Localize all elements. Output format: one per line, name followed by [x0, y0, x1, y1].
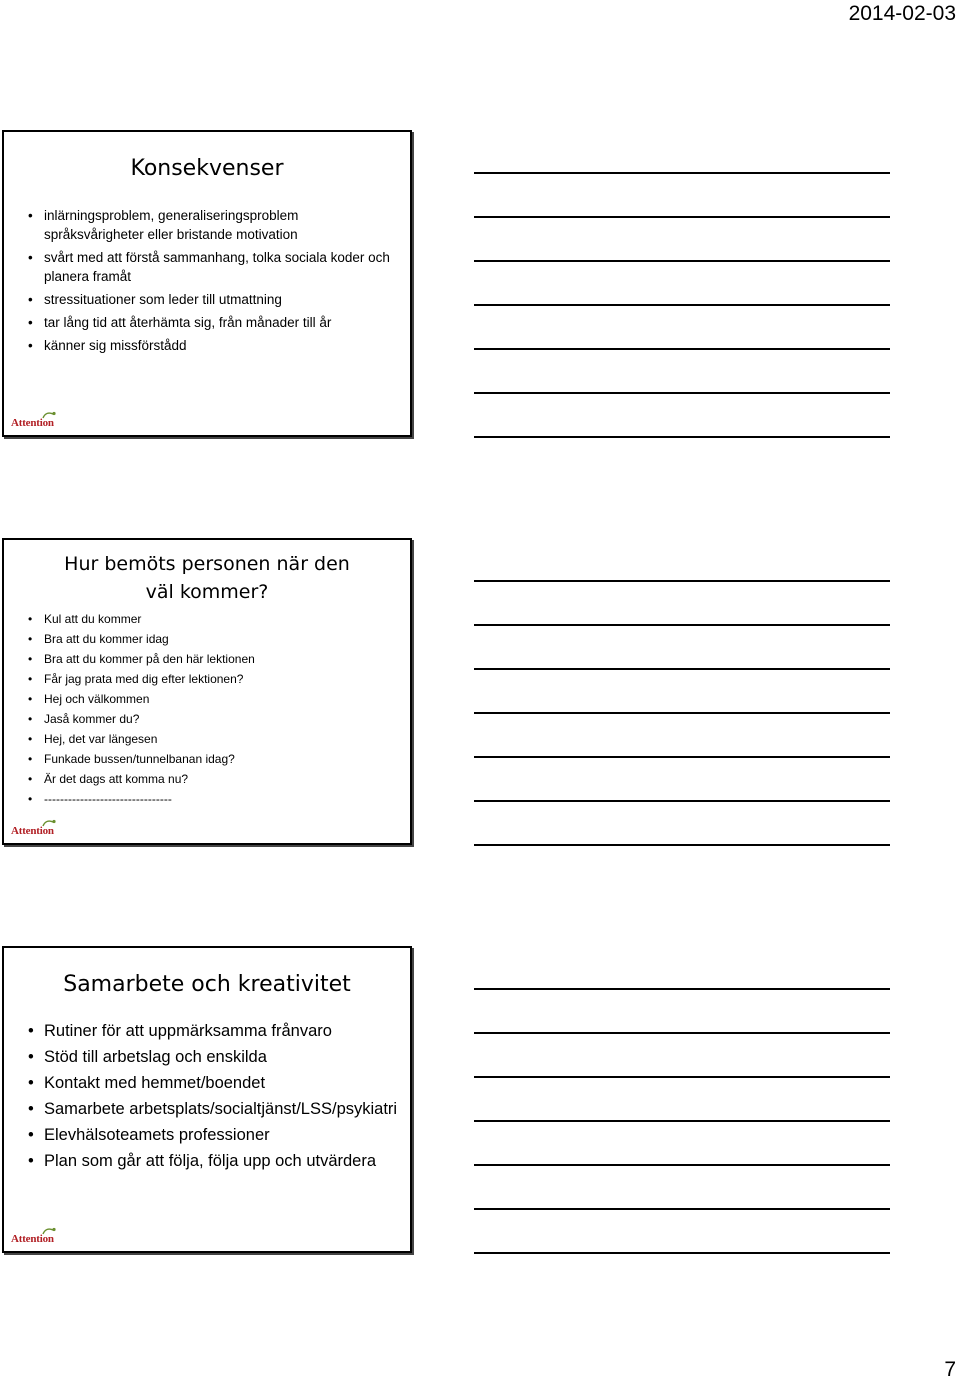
bullet-list	[28, 206, 398, 355]
note-line	[474, 348, 890, 350]
list-item: • stressituationer som leder till utmattning	[28, 290, 398, 309]
list-item: • Bra att du kommer på den här lektionen	[28, 652, 398, 667]
note-line	[474, 668, 890, 670]
note-line	[474, 844, 890, 846]
attention-logo	[9, 819, 57, 839]
list-item: • Kontakt med hemmet/boendet	[28, 1072, 403, 1094]
note-line	[474, 756, 890, 758]
list-item: • svårt med att förstå sammanhang, tolka sociala koder och planera framåt	[28, 248, 398, 286]
list-item: • Hej och välkommen	[28, 692, 398, 707]
note-line	[474, 712, 890, 714]
logo-text: Attention	[11, 1233, 54, 1245]
list-item: • Är det dags att komma nu?	[28, 772, 398, 787]
list-item: • Elevhälsoteamets professioner	[28, 1124, 403, 1146]
list-item: • Funkade bussen/tunnelbanan idag?	[28, 752, 398, 767]
list-item: • Rutiner för att uppmärksamma frånvaro	[28, 1020, 403, 1042]
list-item: • Kul att du kommer	[28, 612, 398, 627]
slide-reception	[2, 538, 412, 845]
attention-logo	[9, 1227, 57, 1247]
attention-logo	[9, 411, 57, 431]
list-item: • Jaså kommer du?	[28, 712, 398, 727]
list-item: • Stöd till arbetslag och enskilda	[28, 1046, 403, 1068]
note-line	[474, 436, 890, 438]
list-item: • inlärningsproblem, generaliseringsproblem språksvårigheter eller bristande motivation	[28, 206, 398, 244]
note-line	[474, 624, 890, 626]
list-item: • tar lång tid att återhämta sig, från månader till år	[28, 313, 398, 332]
note-line	[474, 1032, 890, 1034]
slide-consequences	[2, 130, 412, 437]
note-line	[474, 304, 890, 306]
slide-title: Konsekvenser	[130, 156, 284, 181]
note-line	[474, 988, 890, 990]
page-number: 7	[944, 1358, 956, 1381]
note-line	[474, 392, 890, 394]
list-item: • Hej, det var längesen	[28, 732, 398, 747]
note-line	[474, 1252, 890, 1254]
list-item: • Plan som går att följa, följa upp och utvärdera	[28, 1150, 403, 1172]
note-line	[474, 1076, 890, 1078]
note-line	[474, 172, 890, 174]
bullet-list	[28, 612, 398, 807]
note-line	[474, 1208, 890, 1210]
note-line	[474, 1164, 890, 1166]
note-line	[474, 1120, 890, 1122]
list-item: • Samarbete arbetsplats/socialtjänst/LSS/psykiatri	[28, 1098, 403, 1120]
bullet-list	[28, 1020, 403, 1172]
logo-text: Attention	[11, 825, 54, 837]
list-item: • Får jag prata med dig efter lektionen?	[28, 672, 398, 687]
note-line	[474, 216, 890, 218]
list-item: • känner sig missförstådd	[28, 336, 398, 355]
note-line	[474, 260, 890, 262]
slide-title: Hur bemöts personen när den väl kommer?	[64, 553, 350, 603]
logo-text: Attention	[11, 417, 54, 429]
note-line	[474, 800, 890, 802]
slide-title: Samarbete och kreativitet	[63, 972, 351, 997]
list-item: • Bra att du kommer idag	[28, 632, 398, 647]
note-line	[474, 580, 890, 582]
list-item: • --------------------------------	[28, 792, 398, 807]
slide-collaboration	[2, 946, 412, 1253]
page-date: 2014-02-03	[848, 2, 956, 25]
